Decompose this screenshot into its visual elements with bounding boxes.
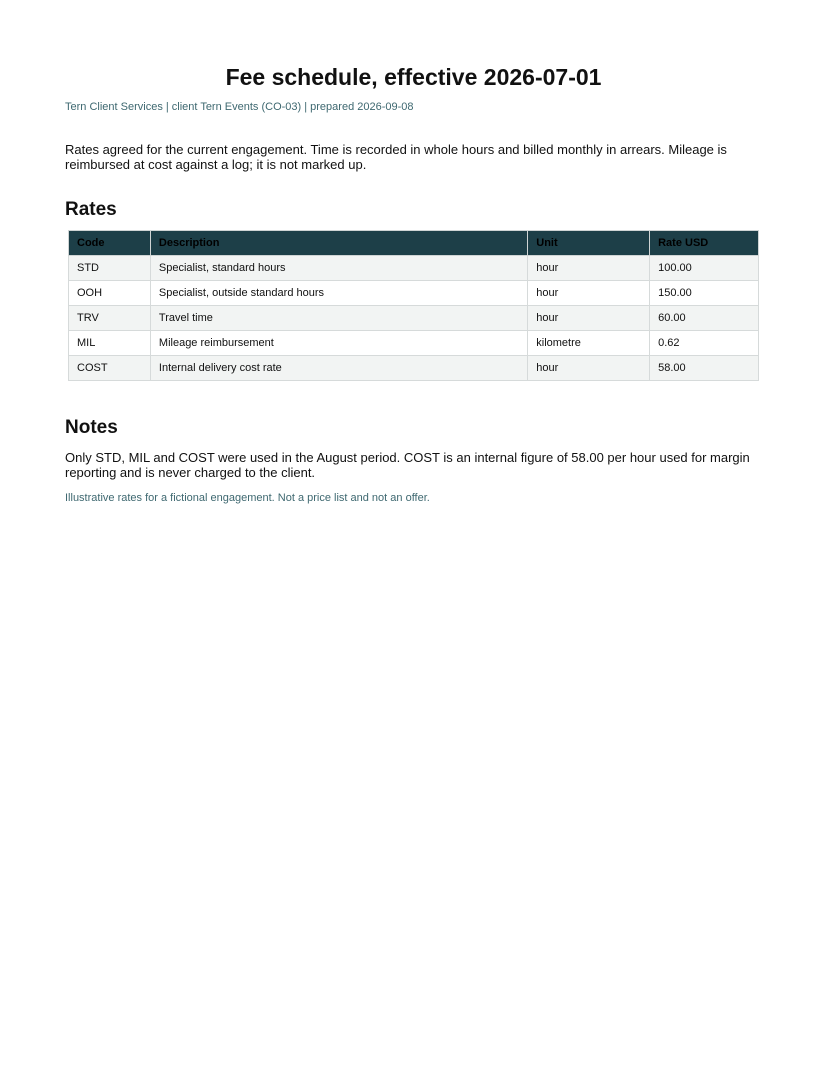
cell-rate: 0.62	[650, 331, 759, 356]
page-title: Fee schedule, effective 2026-07-01	[225, 64, 602, 90]
cell-unit: hour	[528, 256, 650, 281]
cell-unit: hour	[528, 306, 650, 331]
intro-paragraph: Rates agreed for the current engagement. Time is recorded in whole hours and billed monthly in arrears. Mileage is reimbursed at cost against a log; it is not marked up.	[65, 142, 727, 172]
cell-rate: 60.00	[650, 306, 759, 331]
column-header-unit: Unit	[528, 231, 650, 256]
rates-heading: Rates	[65, 199, 117, 220]
notes-paragraph: Only STD, MIL and COST were used in the August period. COST is an internal figure of 58.00 per hour used for margin reporting and is never charged to the client.	[65, 450, 750, 480]
column-header-description: Description	[150, 231, 527, 256]
disclaimer-text: Illustrative rates for a fictional engagement. Not a price list and not an offer.	[65, 492, 430, 504]
table-row	[69, 331, 759, 356]
column-header-rate: Rate USD	[650, 231, 759, 256]
table-row	[69, 306, 759, 331]
cell-code: STD	[69, 256, 151, 281]
cell-unit: kilometre	[528, 331, 650, 356]
column-header-code: Code	[69, 231, 151, 256]
cell-rate: 150.00	[650, 281, 759, 306]
rates-table	[68, 230, 759, 381]
cell-code: COST	[69, 356, 151, 381]
cell-description: Internal delivery cost rate	[150, 356, 527, 381]
cell-unit: hour	[528, 281, 650, 306]
cell-code: MIL	[69, 331, 151, 356]
rates-table-header-row	[69, 231, 759, 256]
notes-heading: Notes	[65, 417, 118, 438]
cell-rate: 58.00	[650, 356, 759, 381]
table-row	[69, 281, 759, 306]
cell-rate: 100.00	[650, 256, 759, 281]
cell-code: TRV	[69, 306, 151, 331]
table-row	[69, 256, 759, 281]
page-subtitle: Tern Client Services | client Tern Events (CO-03) | prepared 2026-09-08	[65, 101, 414, 113]
cell-description: Mileage reimbursement	[150, 331, 527, 356]
table-row	[69, 356, 759, 381]
cell-unit: hour	[528, 356, 650, 381]
cell-description: Specialist, outside standard hours	[150, 281, 527, 306]
cell-description: Specialist, standard hours	[150, 256, 527, 281]
cell-description: Travel time	[150, 306, 527, 331]
cell-code: OOH	[69, 281, 151, 306]
